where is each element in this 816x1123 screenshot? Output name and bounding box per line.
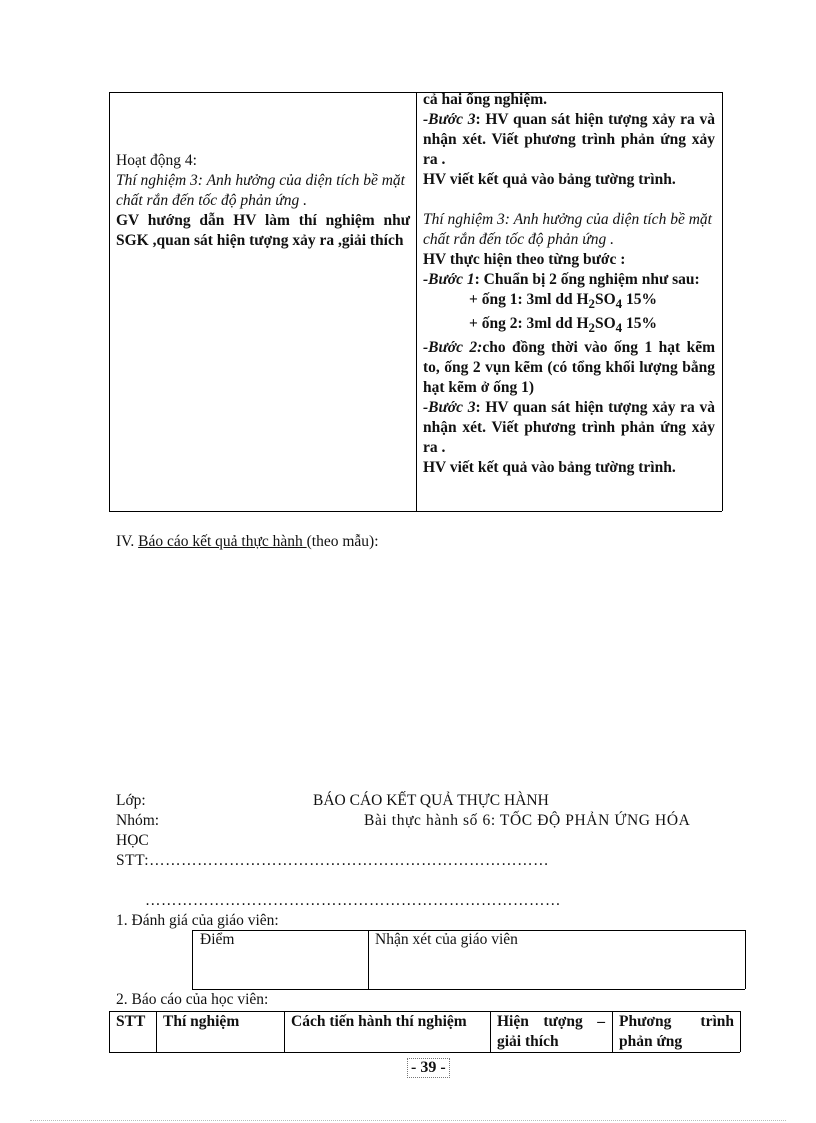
report-heading: 2. Báo cáo của học viên: [116, 991, 269, 1008]
step3b-label: -Bước 3 [423, 399, 476, 417]
report-subtitle-cont: HỌC [116, 832, 149, 849]
right-line1: cả hai ống nghiệm. [423, 91, 548, 108]
step1-text: : Chuẩn bị 2 ống nghiệm như sau: [474, 271, 700, 288]
tube2 [423, 314, 715, 338]
result-a: HV viết kết quả vào bảng tường trình. [423, 171, 676, 188]
report-col-equation: Phương trình phản ứng [619, 1013, 734, 1050]
tube1-mid: SO [594, 291, 616, 308]
tube1-sub2: 2 [588, 296, 595, 312]
stt-line: STT:………………………………………………………………… [116, 852, 550, 869]
step3a-label: -Bước 3 [423, 111, 476, 128]
step3a-text: : HV quan sát hiện tượng xảy ra và nhận xét. Viết phương trình phản ứng xảy ra . [423, 111, 716, 168]
step2-text: cho đồng thời vào ống 1 hạt kẽm to, ống 2 vụn kẽm (có tổng khối lượng bằng hạt kẽm ở ống 1) [423, 339, 715, 397]
eval-col-score: Điểm [200, 931, 235, 948]
tube1-suffix: 15% [622, 291, 657, 308]
footer-border [30, 1120, 786, 1121]
tube2-sub2: 2 [588, 320, 595, 336]
section-iv-link: Báo cáo kết quả thực hành [138, 533, 307, 550]
left-instruction: GV hướng dẫn HV làm thí nghiệm như SGK ,quan sát hiện tượng xảy ra ,giải thích [116, 212, 410, 249]
dots-line: …………………………………………………………………… [145, 892, 561, 909]
step3a [423, 110, 715, 170]
report-subtitle: Bài thực hành số 6: TỐC ĐỘ PHẢN ỨNG HÓA [364, 812, 691, 829]
section-iv-prefix: IV. [116, 533, 139, 550]
eval-col-comment: Nhận xét của giáo viên [375, 931, 518, 948]
tube2-sub4: 4 [615, 320, 623, 336]
step1-label: -Bước 1 [423, 271, 475, 288]
page-number: - 39 - [407, 1058, 450, 1078]
eval-heading: 1. Đánh giá của giáo viên: [116, 912, 279, 929]
report-title: BÁO CÁO KẾT QUẢ THỰC HÀNH [313, 792, 549, 809]
activity-left-cell [116, 151, 410, 251]
section-iv-suffix: (theo mẫu): [306, 533, 379, 550]
lop-label: Lớp: [116, 792, 146, 809]
activity-heading: Hoạt động 4: [116, 152, 197, 169]
tube1 [423, 290, 715, 314]
step2-label: -Bước 2: [423, 339, 483, 357]
step1 [423, 270, 715, 290]
report-col-experiment: Thí nghiệm [163, 1013, 240, 1030]
report-col-procedure: Cách tiến hành thí nghiệm [291, 1013, 467, 1030]
tube1-prefix: + ống 1: 3ml dd H [469, 291, 589, 308]
report-col-phenomenon: Hiện tượng –giải thích [497, 1013, 605, 1050]
section-iv-heading [116, 533, 379, 551]
result-b: HV viết kết quả vào bảng tường trình. [423, 459, 676, 477]
right-intro: HV thực hiện theo từng bước : [423, 251, 626, 268]
step2 [423, 338, 715, 398]
activity-right-cell [423, 90, 715, 478]
tube2-mid: SO [594, 315, 616, 333]
step3b-text: : HV quan sát hiện tượng xảy ra và nhận xét. Viết phương trình phản ứng xảy ra . [423, 399, 716, 457]
report-col-stt: STT [116, 1013, 146, 1030]
tube2-suffix: 15% [622, 315, 657, 333]
step3b [423, 398, 715, 458]
nhom-label: Nhóm: [116, 812, 160, 829]
tube2-prefix: + ống 2: 3ml dd H [469, 315, 589, 333]
right-experiment-title: Thí nghiệm 3: Anh hưởng của diện tích bề mặt chất rắn đến tốc độ phản ứng . [423, 211, 712, 248]
left-experiment-title: Thí nghiệm 3: Anh hưởng của diện tích bề mặt chất rắn đến tốc độ phản ứng . [116, 172, 405, 209]
tube1-sub4: 4 [615, 296, 623, 312]
